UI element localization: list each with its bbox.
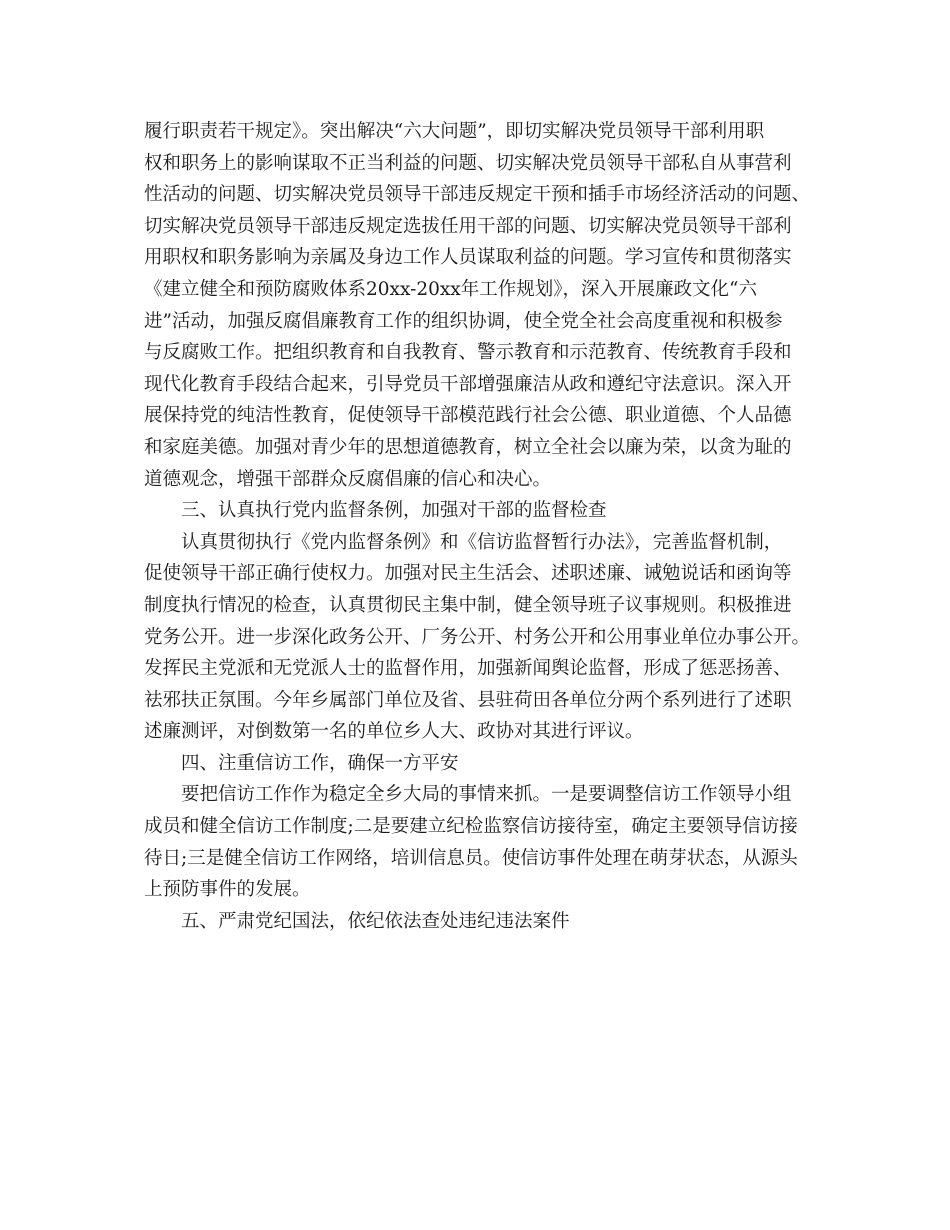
paragraph-line-indented: 五、严肃党纪国法，依纪依法查处违纪违法案件 xyxy=(181,910,570,932)
paragraph-line: 述廉测评，对倒数第一名的单位乡人大、政协对其进行评议。 xyxy=(144,721,644,743)
paragraph-line: 和家庭美德。加强对青少年的思想道德教育，树立全社会以廉为荣，以贪为耻的 xyxy=(144,436,792,458)
paragraph-line: 与反腐败工作。把组织教育和自我教育、警示教育和示范教育、传统教育手段和 xyxy=(144,342,792,364)
paragraph-line-indented: 四、注重信访工作，确保一方平安 xyxy=(181,752,459,774)
paragraph-line: 展保持党的纯洁性教育，促使领导干部模范践行社会公德、职业道德、个人品德 xyxy=(144,405,792,427)
paragraph-line: 道德观念，增强干部群众反腐倡廉的信心和决心。 xyxy=(144,468,552,490)
paragraph-line: 进”活动，加强反腐倡廉教育工作的组织协调，使全党全社会高度重视和积极参 xyxy=(144,310,783,332)
paragraph-line: 性活动的问题、切实解决党员领导干部违反规定干预和插手市场经济活动的问题、 xyxy=(144,184,811,206)
document-body xyxy=(144,116,824,937)
paragraph-line: 促使领导干部正确行使权力。加强对民主生活会、述职述廉、诫勉说话和函询等 xyxy=(144,563,792,585)
paragraph-line: 制度执行情况的检查，认真贯彻民主集中制，健全领导班子议事规则。积极推进 xyxy=(144,594,792,616)
paragraph-line: 祛邪扶正氛围。今年乡属部门单位及省、县驻荷田各单位分两个系列进行了述职 xyxy=(144,689,792,711)
paragraph-line: 权和职务上的影响谋取不正当利益的问题、切实解决党员领导干部私自从事营利 xyxy=(144,152,792,174)
paragraph-line-indented: 三、认真执行党内监督条例，加强对干部的监督检查 xyxy=(181,500,607,522)
paragraph-line-indented: 认真贯彻执行《党内监督条例》和《信访监督暂行办法》，完善监督机制， xyxy=(181,531,783,553)
paragraph-line: 发挥民主党派和无党派人士的监督作用，加强新闻舆论监督，形成了惩恶扬善、 xyxy=(144,658,792,680)
paragraph-line: 现代化教育手段结合起来，引导党员干部增强廉洁从政和遵纪守法意识。深入开 xyxy=(144,373,792,395)
paragraph-line: 上预防事件的发展。 xyxy=(144,879,311,901)
paragraph-line: 待日;三是健全信访工作网络，培训信息员。使信访事件处理在萌芽状态，从源头 xyxy=(144,847,798,869)
paragraph-line: 成员和健全信访工作制度;二是要建立纪检监察信访接待室，确定主要领导信访接 xyxy=(144,816,798,838)
paragraph-line: 用职权和职务影响为亲属及身边工作人员谋取利益的问题。学习宣传和贯彻落实 xyxy=(144,247,792,269)
paragraph-line: 履行职责若干规定》。突出解决“六大问题”，即切实解决党员领导干部利用职 xyxy=(144,121,765,142)
paragraph-line: 党务公开。进一步深化政务公开、厂务公开、村务公开和公用事业单位办事公开。 xyxy=(144,626,811,648)
paragraph-line: 《建立健全和预防腐败体系20xx-20xx年工作规划》，深入开展廉政文化“六 xyxy=(144,278,757,300)
paragraph-line-indented: 要把信访工作作为稳定全乡大局的事情来抓。一是要调整信访工作领导小组 xyxy=(181,784,792,806)
paragraph-line: 切实解决党员领导干部违反规定选拔任用干部的问题、切实解决党员领导干部利 xyxy=(144,215,792,237)
